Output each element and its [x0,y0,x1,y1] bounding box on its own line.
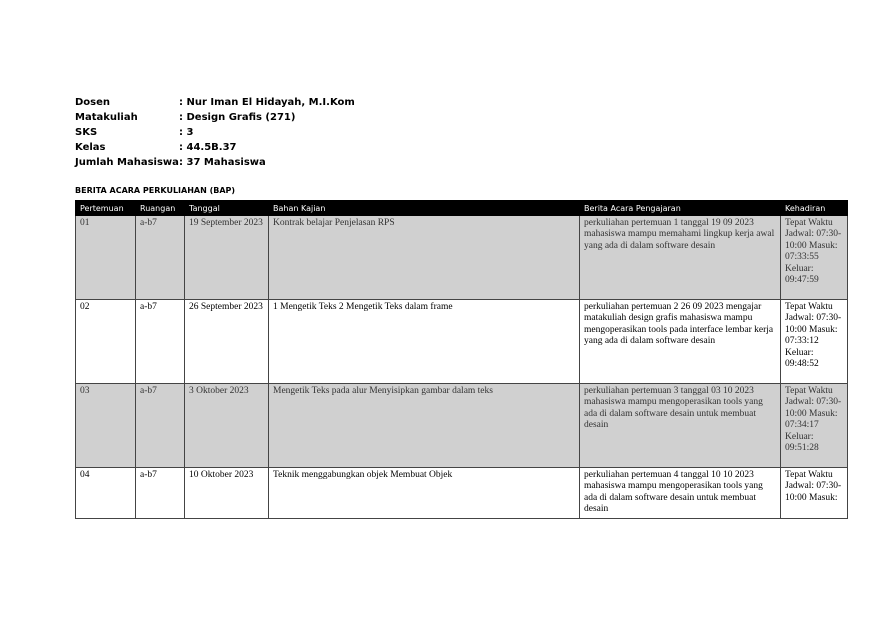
cell-pertemuan: 04 [76,468,136,519]
info-row-dosen [75,95,355,110]
col-header-kehadiran: Kehadiran [781,201,848,216]
cell-kehadiran: Tepat Waktu Jadwal: 07:30-10:00 Masuk: [781,468,848,519]
col-header-bahan-kajian: Bahan Kajian [269,201,580,216]
cell-kehadiran: Tepat Waktu Jadwal: 07:30-10:00 Masuk: 07:34:17 Keluar: 09:51:28 [781,384,848,468]
info-label: Matakuliah [75,112,138,123]
cell-ruangan: a-b7 [136,216,185,300]
cell-tanggal: 3 Oktober 2023 [185,384,269,468]
cell-berita-acara: perkuliahan pertemuan 1 tanggal 19 09 2023 mahasiswa mampu memahami lingkup kerja awal yang ada di dalam software desain [580,216,781,300]
cell-bahan-kajian: 1 Mengetik Teks 2 Mengetik Teks dalam frame [269,300,580,384]
info-value: : 44.5B.37 [179,142,237,153]
cell-tanggal: 19 September 2023 [185,216,269,300]
cell-bahan-kajian: Teknik menggabungkan objek Membuat Objek [269,468,580,519]
cell-pertemuan: 01 [76,216,136,300]
cell-berita-acara: perkuliahan pertemuan 4 tanggal 10 10 2023 mahasiswa mampu mengoperasikan tools yang ada di dalam software desain untuk membuat desain [580,468,781,519]
info-label: Dosen [75,97,111,108]
info-value: : 3 [179,127,194,138]
cell-pertemuan: 03 [76,384,136,468]
cell-ruangan: a-b7 [136,468,185,519]
cell-pertemuan: 02 [76,300,136,384]
cell-berita-acara: perkuliahan pertemuan 3 tanggal 03 10 2023 mahasiswa mampu mengoperasikan tools yang ada di dalam software desain untuk membuat desain [580,384,781,468]
table-row [76,468,848,519]
cell-kehadiran: Tepat Waktu Jadwal: 07:30-10:00 Masuk: 07:33:12 Keluar: 09:48:52 [781,300,848,384]
info-row-matakuliah [75,110,355,125]
cell-ruangan: a-b7 [136,384,185,468]
table-row [76,384,848,468]
info-row-jumlah-mahasiswa [75,155,355,170]
col-header-pertemuan: Pertemuan [76,201,136,216]
col-header-tanggal: Tanggal [185,201,269,216]
cell-kehadiran: Tepat Waktu Jadwal: 07:30-10:00 Masuk: 07:33:55 Keluar: 09:47:59 [781,216,848,300]
info-value: : Design Grafis (271) [179,112,296,123]
cell-tanggal: 26 September 2023 [185,300,269,384]
cell-tanggal: 10 Oktober 2023 [185,468,269,519]
cell-bahan-kajian: Mengetik Teks pada alur Menyisipkan gambar dalam teks [269,384,580,468]
cell-bahan-kajian: Kontrak belajar Penjelasan RPS [269,216,580,300]
table-row [76,216,848,300]
info-row-kelas [75,140,355,155]
col-header-ruangan: Ruangan [136,201,185,216]
bap-table [75,200,848,519]
col-header-berita-acara: Berita Acara Pengajaran [580,201,781,216]
section-title: BERITA ACARA PERKULIAHAN (BAP) [75,186,236,195]
info-row-sks [75,125,355,140]
cell-berita-acara: perkuliahan pertemuan 2 26 09 2023 mengajar matakuliah design grafis mahasiswa mampu mengoperasikan tools pada interface lembar kerja yang ada di dalam software desain [580,300,781,384]
info-label: Jumlah Mahasiswa [75,157,179,168]
info-value: : 37 Mahasiswa [179,157,266,168]
table-row [76,300,848,384]
info-value: : Nur Iman El Hidayah, M.I.Kom [179,97,355,108]
course-info [75,95,355,170]
info-label: Kelas [75,142,106,153]
info-label: SKS [75,127,98,138]
cell-ruangan: a-b7 [136,300,185,384]
table-header-row [76,201,848,216]
